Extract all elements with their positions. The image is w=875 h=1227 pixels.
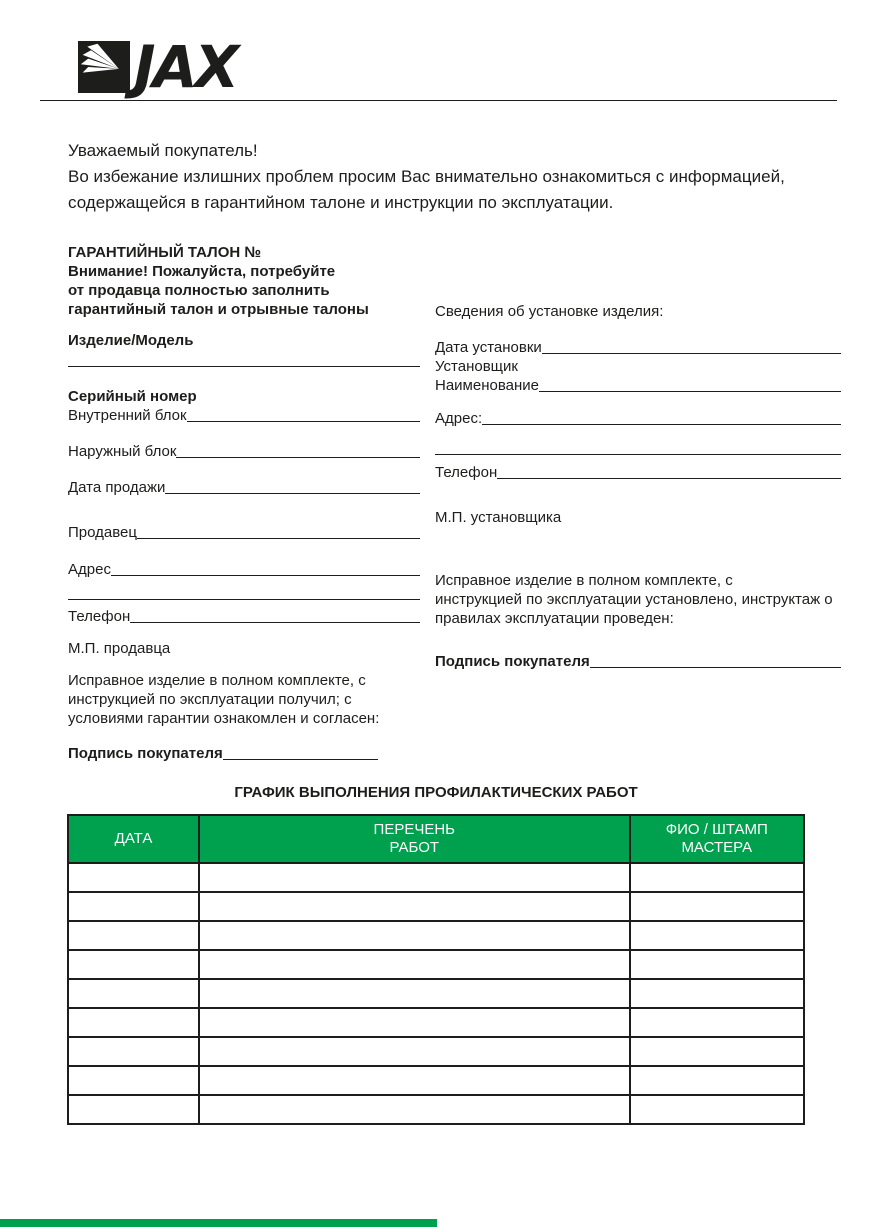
product-model-blank-line xyxy=(68,366,420,367)
install-info-heading: Сведения об установке изделия: xyxy=(435,303,664,320)
seller-confirmation-line: условиями гарантии ознакомлен и согласен: xyxy=(68,710,380,727)
buyer-signature-label: Подпись покупателя xyxy=(435,653,590,670)
schedule-cell xyxy=(68,863,199,892)
schedule-cell xyxy=(68,1095,199,1124)
maintenance-schedule xyxy=(67,784,805,1125)
schedule-cell xyxy=(68,892,199,921)
seller-field xyxy=(68,523,420,542)
schedule-row xyxy=(68,892,804,921)
buyer-signature-blank-line xyxy=(590,667,841,668)
schedule-cell xyxy=(68,1037,199,1066)
installer-stamp-label: М.П. установщика xyxy=(435,509,562,526)
schedule-row xyxy=(68,979,804,1008)
schedule-cell xyxy=(630,950,804,979)
schedule-row xyxy=(68,1008,804,1037)
product-model-label: Изделие/Модель xyxy=(68,332,194,349)
schedule-title: ГРАФИК ВЫПОЛНЕНИЯ ПРОФИЛАКТИЧЕСКИХ РАБОТ xyxy=(234,784,638,801)
schedule-cell xyxy=(199,1008,630,1037)
seller-confirmation-line: инструкцией по эксплуатации получил; с xyxy=(68,691,352,708)
intro-text xyxy=(68,138,863,216)
warranty-title: ГАРАНТИЙНЫЙ ТАЛОН № xyxy=(68,244,262,261)
installer-name-label: Наименование xyxy=(435,377,539,394)
install-confirmation-line: Исправное изделие в полном комплекте, с xyxy=(435,572,733,589)
schedule-cell xyxy=(68,1066,199,1095)
install-confirmation-line: инструкцией по эксплуатации установлено, инструктаж о xyxy=(435,591,833,608)
buyer-signature-field-seller xyxy=(68,744,378,763)
intro-line: содержащейся в гарантийном талоне и инструкции по эксплуатации. xyxy=(68,193,614,212)
schedule-row xyxy=(68,863,804,892)
install-confirmation-line: правилах эксплуатации проведен: xyxy=(435,610,674,627)
install-address-blank-line xyxy=(482,424,841,425)
warranty-notice-line: гарантийный талон и отрывные талоны xyxy=(68,301,369,318)
schedule-row xyxy=(68,1066,804,1095)
intro-line: Во избежание излишних проблем просим Вас внимательно ознакомиться с информацией, xyxy=(68,167,785,186)
seller-blank-line xyxy=(137,538,420,539)
install-phone-blank-line xyxy=(497,478,841,479)
sale-date-field xyxy=(68,478,420,497)
schedule-col-works: ПЕРЕЧЕНЬ РАБОТ xyxy=(199,815,630,863)
buyer-signature-field-install xyxy=(435,652,841,671)
warranty-notice-line: от продавца полностью заполнить xyxy=(68,282,330,299)
schedule-row xyxy=(68,1095,804,1124)
buyer-signature-label: Подпись покупателя xyxy=(68,745,223,762)
buyer-signature-blank-line xyxy=(223,759,378,760)
schedule-cell xyxy=(630,892,804,921)
schedule-cell xyxy=(630,979,804,1008)
install-date-blank-line xyxy=(542,353,841,354)
schedule-cell xyxy=(68,921,199,950)
schedule-cell xyxy=(199,863,630,892)
schedule-table-body xyxy=(68,863,804,1124)
seller-phone-label: Телефон xyxy=(68,608,131,625)
schedule-cell xyxy=(630,863,804,892)
indoor-unit-field xyxy=(68,406,420,425)
schedule-cell xyxy=(199,921,630,950)
intro-line: Уважаемый покупатель! xyxy=(68,141,258,160)
install-phone-label: Телефон xyxy=(435,464,498,481)
install-date-field xyxy=(435,338,841,357)
schedule-cell xyxy=(630,1037,804,1066)
seller-address-label: Адрес xyxy=(68,561,111,578)
schedule-cell xyxy=(199,1037,630,1066)
sale-date-label: Дата продажи xyxy=(68,479,166,496)
jax-logo-text: JAX xyxy=(134,33,237,101)
install-address-field xyxy=(435,409,841,428)
schedule-cell xyxy=(68,950,199,979)
schedule-cell xyxy=(199,979,630,1008)
schedule-cell xyxy=(68,979,199,1008)
seller-phone-blank-line xyxy=(130,622,420,623)
schedule-cell xyxy=(630,1095,804,1124)
seller-stamp-label: М.П. продавца xyxy=(68,640,171,657)
installation-section xyxy=(435,302,841,671)
seller-address-continuation-line xyxy=(68,599,420,600)
schedule-table xyxy=(67,814,805,1125)
indoor-unit-label: Внутренний блок xyxy=(68,407,187,424)
schedule-col-date: ДАТА xyxy=(68,815,199,863)
jax-rays-icon xyxy=(78,41,130,93)
footer-accent-bar xyxy=(0,1219,437,1227)
schedule-cell xyxy=(68,1008,199,1037)
header-divider xyxy=(40,100,837,101)
schedule-row xyxy=(68,1037,804,1066)
indoor-unit-blank-line xyxy=(187,421,420,422)
schedule-cell xyxy=(630,1066,804,1095)
warranty-notice-line: Внимание! Пожалуйста, потребуйте xyxy=(68,263,336,280)
seller-address-blank-line xyxy=(111,575,420,576)
outdoor-unit-label: Наружный блок xyxy=(68,443,177,460)
seller-address-field xyxy=(68,560,420,579)
schedule-row xyxy=(68,921,804,950)
outdoor-unit-field xyxy=(68,442,420,461)
install-confirmation-text xyxy=(435,571,841,628)
seller-confirmation-text xyxy=(68,671,420,728)
schedule-cell xyxy=(199,950,630,979)
schedule-cell xyxy=(199,1095,630,1124)
schedule-cell xyxy=(630,1008,804,1037)
schedule-cell xyxy=(199,892,630,921)
install-date-label: Дата установки xyxy=(435,339,542,356)
jax-logo xyxy=(78,33,237,101)
sale-date-blank-line xyxy=(165,493,420,494)
schedule-cell xyxy=(199,1066,630,1095)
seller-section xyxy=(68,243,420,763)
install-address-continuation-line xyxy=(435,454,841,455)
seller-phone-field xyxy=(68,607,420,626)
seller-confirmation-line: Исправное изделие в полном комплекте, с xyxy=(68,672,366,689)
seller-label: Продавец xyxy=(68,524,137,541)
installer-name-field xyxy=(435,376,841,395)
schedule-cell xyxy=(630,921,804,950)
installer-label: Установщик xyxy=(435,358,518,375)
schedule-row xyxy=(68,950,804,979)
schedule-header-row xyxy=(68,815,804,863)
install-address-label: Адрес: xyxy=(435,410,483,427)
installer-name-blank-line xyxy=(539,391,841,392)
outdoor-unit-blank-line xyxy=(176,457,420,458)
install-phone-field xyxy=(435,463,841,482)
schedule-col-master: ФИО / ШТАМП МАСТЕРА xyxy=(630,815,804,863)
serial-number-title: Серийный номер xyxy=(68,388,197,405)
